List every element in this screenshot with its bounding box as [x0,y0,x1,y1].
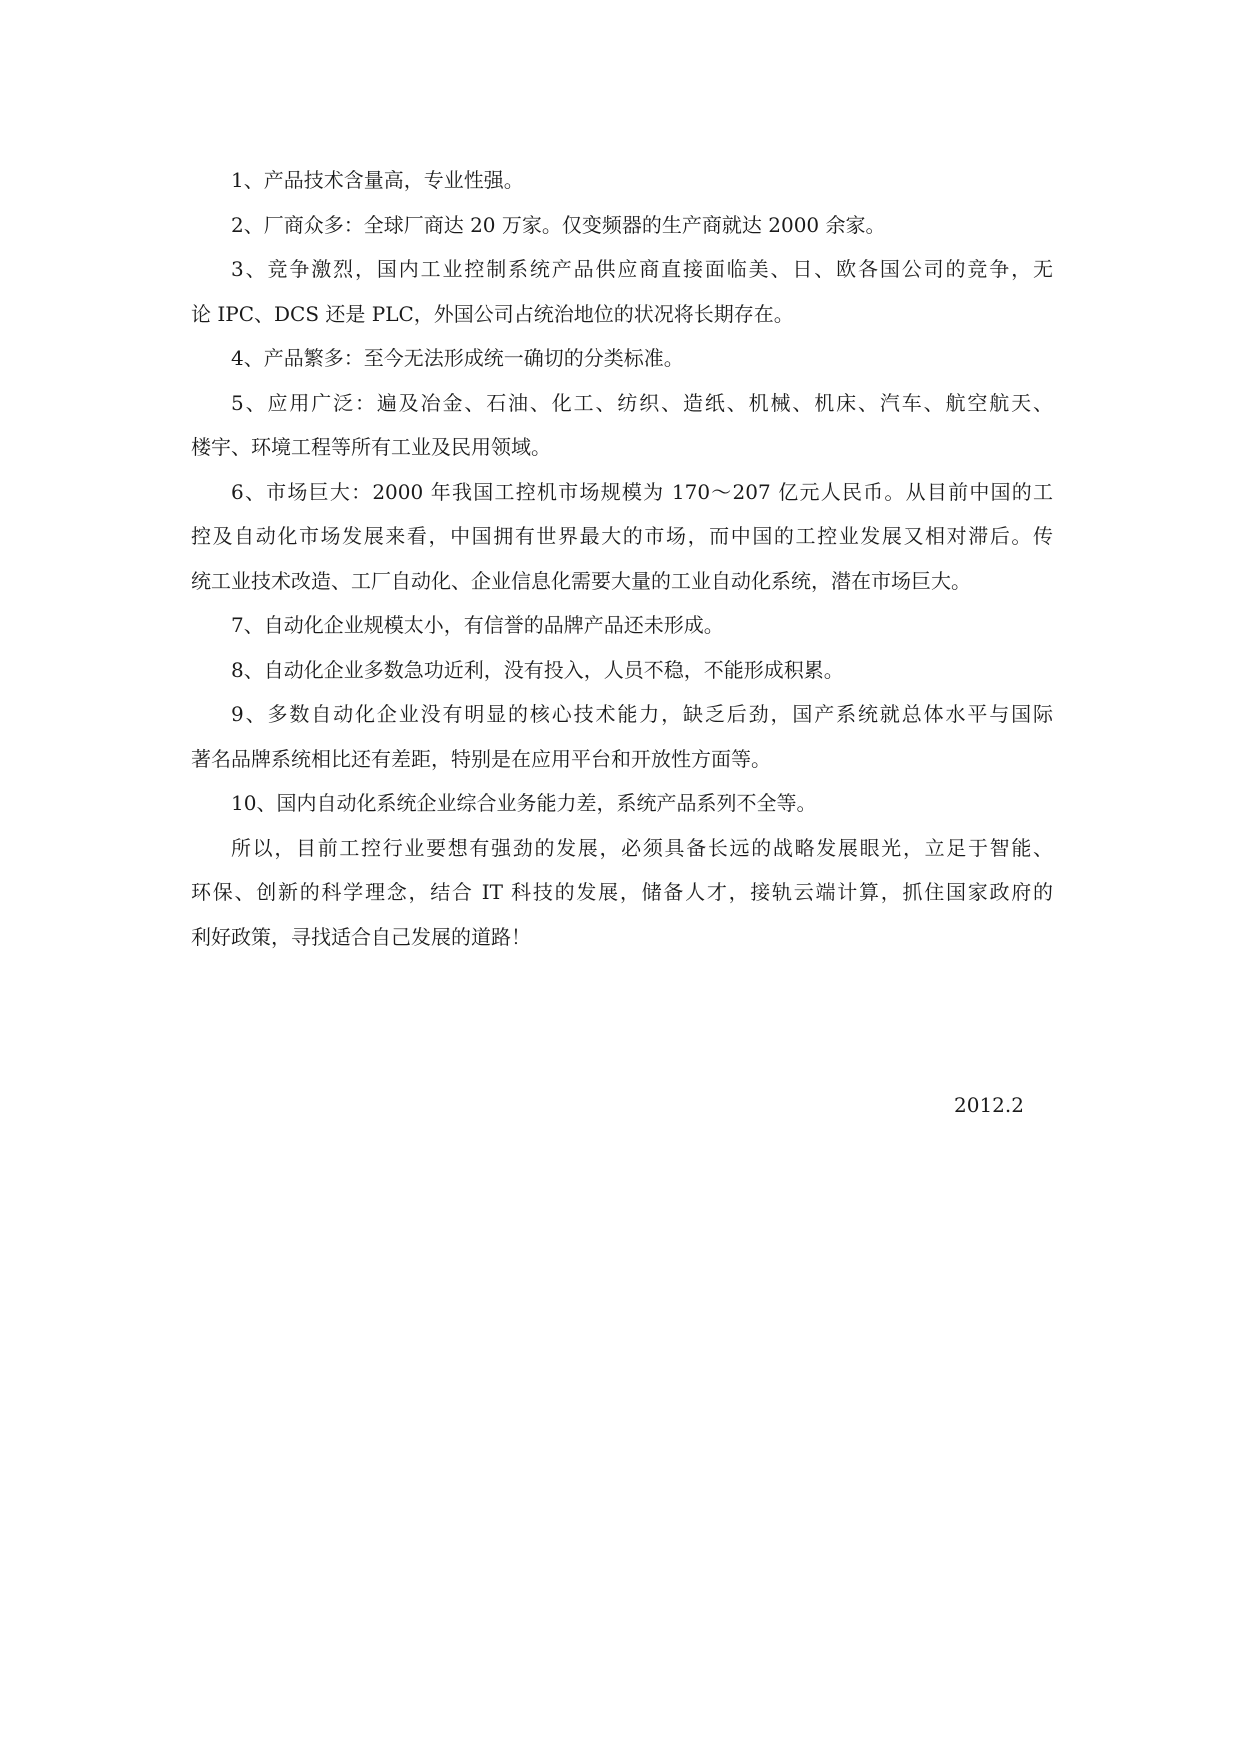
paragraph-line: 所以，目前工控行业要想有强劲的发展，必须具备长远的战略发展眼光，立足于智能、 [231,835,1053,860]
document-body [191,158,1053,959]
paragraph-line: 10、国内自动化系统企业综合业务能力差，系统产品系列不全等。 [231,791,817,815]
paragraph-1 [191,158,1053,203]
paragraph-10 [191,781,1053,826]
paragraph-2 [191,203,1053,248]
paragraph-line: 著名品牌系统相比还有差距，特别是在应用平台和开放性方面等。 [191,746,771,771]
paragraph-8 [191,648,1053,693]
paragraph-line: 楼宇、环境工程等所有工业及民用领域。 [191,435,551,459]
document-date: 2012.2 [954,1093,1024,1117]
paragraph-line: 环保、创新的科学理念，结合 IT 科技的发展，储备人才，接轨云端计算，抓住国家政府的 [191,880,1053,904]
paragraph-line: 9、多数自动化企业没有明显的核心技术能力，缺乏后劲，国产系统就总体水平与国际 [231,702,1053,726]
paragraph-3 [191,247,1053,336]
paragraph-conclusion [191,826,1053,960]
paragraph-line: 8、自动化企业多数急功近利，没有投入，人员不稳，不能形成积累。 [231,657,844,682]
paragraph-line: 6、市场巨大：2000 年我国工控机市场规模为 170～207 亿元人民币。从目前中国的工 [231,479,1053,504]
paragraph-line: 论 IPC、DCS 还是 PLC，外国公司占统治地位的状况将长期存在。 [191,301,794,326]
paragraph-6 [191,470,1053,604]
paragraph-line: 3、竞争激烈，国内工业控制系统产品供应商直接面临美、日、欧各国公司的竞争，无 [231,257,1053,281]
paragraph-line: 5、应用广泛：遍及冶金、石油、化工、纺织、造纸、机械、机床、汽车、航空航天、 [231,390,1053,415]
paragraph-line: 1、产品技术含量高，专业性强。 [231,168,524,192]
paragraph-9 [191,692,1053,781]
paragraph-7 [191,603,1053,648]
paragraph-line: 2、厂商众多：全球厂商达 20 万家。仅变频器的生产商就达 2000 余家。 [231,212,886,237]
paragraph-4 [191,336,1053,381]
paragraph-line: 统工业技术改造、工厂自动化、企业信息化需要大量的工业自动化系统，潜在市场巨大。 [191,568,971,593]
paragraph-5 [191,381,1053,470]
paragraph-line: 4、产品繁多：至今无法形成统一确切的分类标准。 [231,346,684,370]
paragraph-line: 7、自动化企业规模太小，有信誉的品牌产品还未形成。 [231,613,724,637]
paragraph-line: 控及自动化市场发展来看，中国拥有世界最大的市场，而中国的工控业发展又相对滞后。传 [191,524,1053,548]
paragraph-line: 利好政策，寻找适合自己发展的道路！ [191,924,531,949]
